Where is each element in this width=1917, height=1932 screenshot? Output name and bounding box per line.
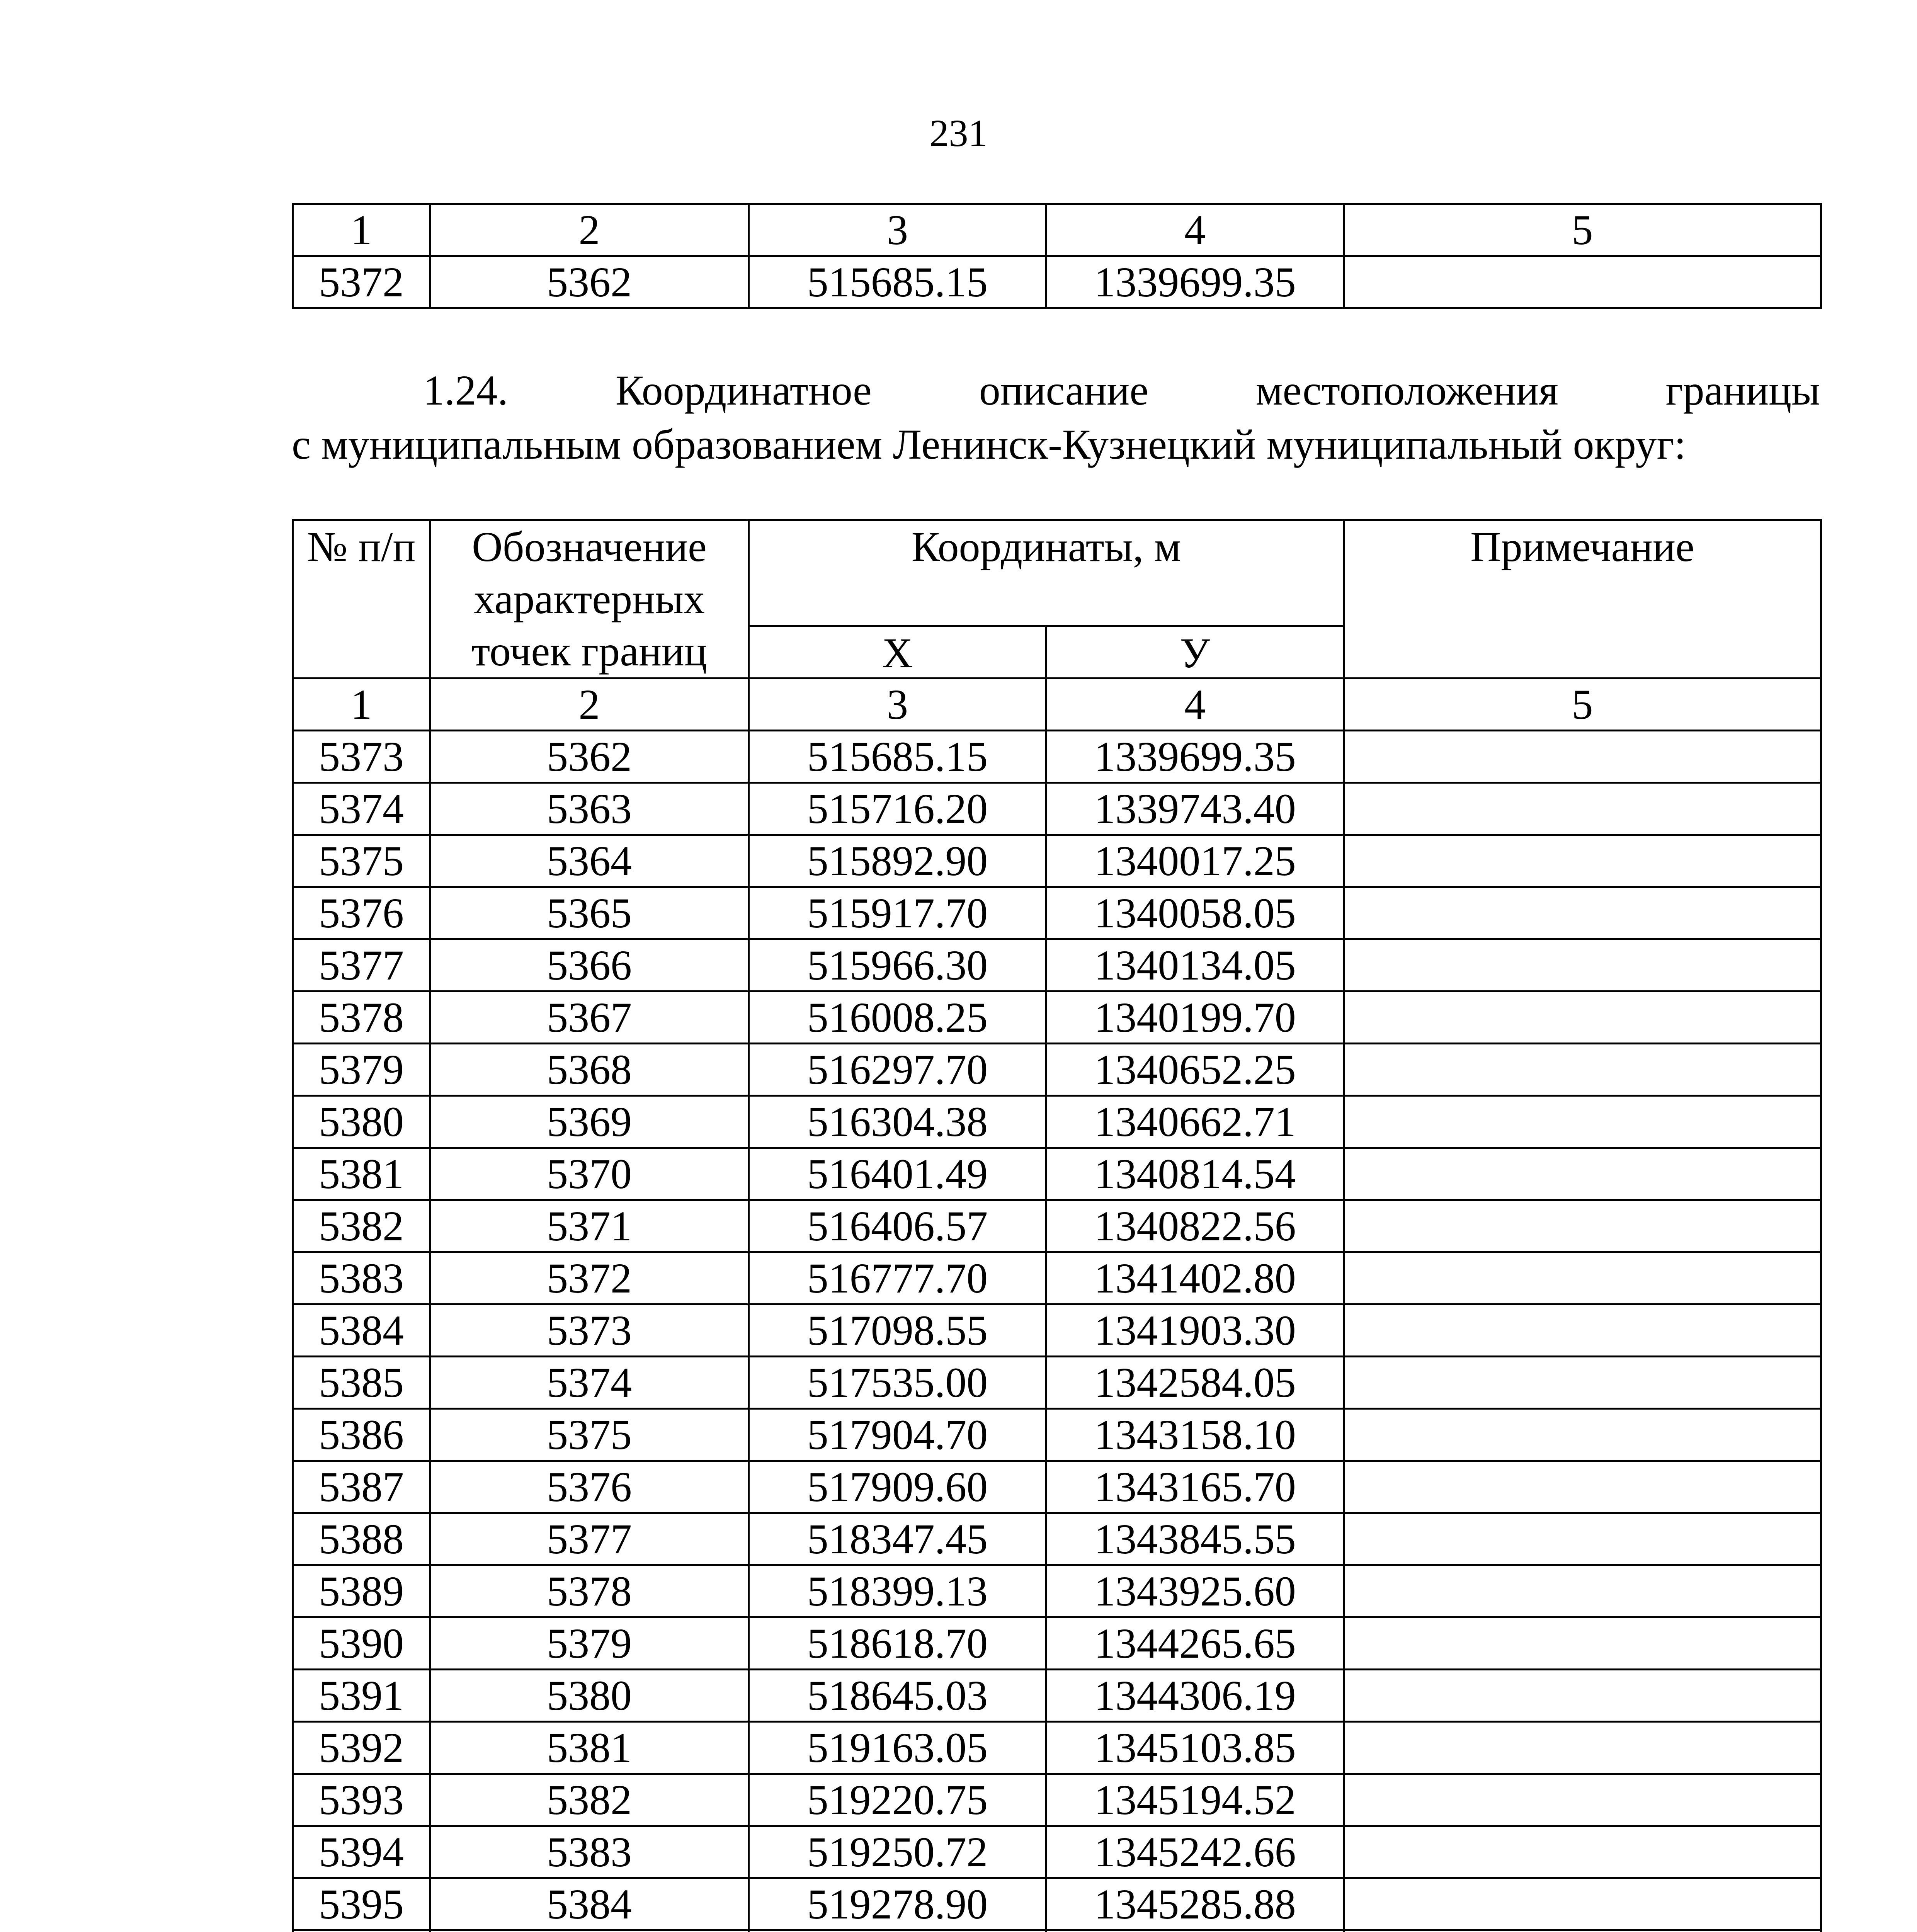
- header-designation: Обозначение характерных точек границ: [430, 520, 749, 679]
- section-heading-word: Координатное: [615, 367, 872, 414]
- column-number-cell: 5: [1344, 204, 1821, 256]
- note-cell: [1344, 1930, 1821, 1932]
- note-cell: [1344, 1200, 1821, 1252]
- table-row: [293, 1148, 1821, 1200]
- x-coordinate-cell: 516401.49: [749, 1148, 1046, 1200]
- row-number-cell: 5372: [293, 256, 430, 308]
- column-number-cell: 2: [430, 204, 749, 256]
- table-row: [293, 1722, 1821, 1774]
- y-coordinate-cell: 1344265.65: [1046, 1617, 1344, 1670]
- note-cell: [1344, 939, 1821, 992]
- note-cell: [1344, 1826, 1821, 1878]
- table-row: [293, 1461, 1821, 1513]
- point-designation-cell: 5377: [430, 1513, 749, 1565]
- row-number-cell: 5394: [293, 1826, 430, 1878]
- y-coordinate-cell: 1343165.70: [1046, 1461, 1344, 1513]
- table-row: [293, 1670, 1821, 1722]
- x-coordinate-cell: 516304.38: [749, 1096, 1046, 1148]
- column-number-cell: 1: [293, 204, 430, 256]
- note-cell: [1344, 1565, 1821, 1617]
- x-coordinate-cell: [749, 1930, 1046, 1932]
- point-designation-cell: 5370: [430, 1148, 749, 1200]
- row-number-cell: 5376: [293, 887, 430, 939]
- column-number-cell: 4: [1046, 679, 1344, 731]
- section-heading-line-1: [292, 363, 1820, 417]
- row-number-cell: [293, 1930, 430, 1932]
- table-row: [293, 783, 1821, 835]
- x-coordinate-cell: 518347.45: [749, 1513, 1046, 1565]
- table-row: [293, 1826, 1821, 1878]
- header-note: Примечание: [1344, 520, 1821, 679]
- table-row: [293, 1565, 1821, 1617]
- note-cell: [1344, 1513, 1821, 1565]
- table-row: [293, 1252, 1821, 1304]
- continued-table-body: [293, 204, 1821, 308]
- y-coordinate-cell: 1343845.55: [1046, 1513, 1344, 1565]
- x-coordinate-cell: 515966.30: [749, 939, 1046, 992]
- point-designation-cell: 5364: [430, 835, 749, 887]
- y-coordinate-cell: [1046, 1930, 1344, 1932]
- point-designation-cell: 5382: [430, 1774, 749, 1826]
- row-number-cell: 5378: [293, 992, 430, 1044]
- table-row: [293, 1044, 1821, 1096]
- note-cell: [1344, 835, 1821, 887]
- table-row: [293, 1200, 1821, 1252]
- note-cell: [1344, 1252, 1821, 1304]
- x-coordinate-cell: 515917.70: [749, 887, 1046, 939]
- point-designation-cell: 5368: [430, 1044, 749, 1096]
- row-number-cell: 5383: [293, 1252, 430, 1304]
- x-coordinate-cell: 517909.60: [749, 1461, 1046, 1513]
- header-row: [293, 520, 1821, 626]
- point-designation-cell: 5367: [430, 992, 749, 1044]
- x-coordinate-cell: 517904.70: [749, 1409, 1046, 1461]
- x-coordinate-cell: 519163.05: [749, 1722, 1046, 1774]
- header-y: У: [1046, 626, 1344, 679]
- note-cell: [1344, 1461, 1821, 1513]
- y-coordinate-cell: 1344306.19: [1046, 1670, 1344, 1722]
- note-cell: [1344, 783, 1821, 835]
- header-coordinates: Координаты, м: [749, 520, 1344, 626]
- point-designation-cell: 5372: [430, 1252, 749, 1304]
- x-coordinate-cell: 516008.25: [749, 992, 1046, 1044]
- y-coordinate-cell: 1345242.66: [1046, 1826, 1344, 1878]
- note-cell: [1344, 1617, 1821, 1670]
- note-cell: [1344, 256, 1821, 308]
- y-coordinate-cell: 1340199.70: [1046, 992, 1344, 1044]
- row-number-cell: 5387: [293, 1461, 430, 1513]
- section-heading-line-2: с муниципальным образованием Ленинск-Кузнецкий муниципальный округ:: [292, 421, 1686, 468]
- x-coordinate-cell: 516406.57: [749, 1200, 1046, 1252]
- row-number-cell: 5388: [293, 1513, 430, 1565]
- point-designation-cell: 5362: [430, 256, 749, 308]
- column-number-cell: 3: [749, 679, 1046, 731]
- table-row: [293, 1304, 1821, 1357]
- point-designation-cell: 5373: [430, 1304, 749, 1357]
- x-coordinate-cell: 518618.70: [749, 1617, 1046, 1670]
- point-designation-cell: 5363: [430, 783, 749, 835]
- coordinates-table-body: [293, 520, 1821, 1932]
- table-row: [293, 1930, 1821, 1932]
- header-num: № п/п: [293, 520, 430, 679]
- note-cell: [1344, 887, 1821, 939]
- x-coordinate-cell: 518399.13: [749, 1565, 1046, 1617]
- point-designation-cell: 5379: [430, 1617, 749, 1670]
- point-designation-cell: 5365: [430, 887, 749, 939]
- x-coordinate-cell: 519278.90: [749, 1878, 1046, 1930]
- y-coordinate-cell: 1340662.71: [1046, 1096, 1344, 1148]
- table-row: [293, 939, 1821, 992]
- y-coordinate-cell: 1341903.30: [1046, 1304, 1344, 1357]
- note-cell: [1344, 1722, 1821, 1774]
- section-heading-word: описание: [979, 367, 1149, 414]
- point-designation-cell: 5375: [430, 1409, 749, 1461]
- header-x: Х: [749, 626, 1046, 679]
- table-row: [293, 887, 1821, 939]
- point-designation-cell: 5383: [430, 1826, 749, 1878]
- note-cell: [1344, 1409, 1821, 1461]
- point-designation-cell: [430, 1930, 749, 1932]
- table-row: [293, 1096, 1821, 1148]
- y-coordinate-cell: 1339699.35: [1046, 731, 1344, 783]
- x-coordinate-cell: 517535.00: [749, 1357, 1046, 1409]
- row-number-cell: 5395: [293, 1878, 430, 1930]
- point-designation-cell: 5380: [430, 1670, 749, 1722]
- note-cell: [1344, 1878, 1821, 1930]
- point-designation-cell: 5381: [430, 1722, 749, 1774]
- y-coordinate-cell: 1340652.25: [1046, 1044, 1344, 1096]
- column-number-row: [293, 204, 1821, 256]
- note-cell: [1344, 1148, 1821, 1200]
- y-coordinate-cell: 1339699.35: [1046, 256, 1344, 308]
- note-cell: [1344, 1774, 1821, 1826]
- row-number-cell: 5374: [293, 783, 430, 835]
- boundary-coordinates-table: [292, 519, 1822, 1932]
- row-number-cell: 5381: [293, 1148, 430, 1200]
- y-coordinate-cell: 1339743.40: [1046, 783, 1344, 835]
- x-coordinate-cell: 515716.20: [749, 783, 1046, 835]
- section-heading-word: местоположения: [1255, 367, 1558, 414]
- note-cell: [1344, 1044, 1821, 1096]
- x-coordinate-cell: 519250.72: [749, 1826, 1046, 1878]
- table-row: [293, 835, 1821, 887]
- y-coordinate-cell: 1340822.56: [1046, 1200, 1344, 1252]
- note-cell: [1344, 1670, 1821, 1722]
- column-number-cell: 5: [1344, 679, 1821, 731]
- row-number-cell: 5391: [293, 1670, 430, 1722]
- table-row: [293, 1617, 1821, 1670]
- x-coordinate-cell: 517098.55: [749, 1304, 1046, 1357]
- x-coordinate-cell: 515685.15: [749, 731, 1046, 783]
- row-number-cell: 5379: [293, 1044, 430, 1096]
- continued-coordinates-table: [292, 203, 1822, 309]
- note-cell: [1344, 992, 1821, 1044]
- y-coordinate-cell: 1340058.05: [1046, 887, 1344, 939]
- y-coordinate-cell: 1340017.25: [1046, 835, 1344, 887]
- y-coordinate-cell: 1342584.05: [1046, 1357, 1344, 1409]
- column-number-cell: 3: [749, 204, 1046, 256]
- table-row: [293, 1774, 1821, 1826]
- row-number-cell: 5386: [293, 1409, 430, 1461]
- x-coordinate-cell: 515892.90: [749, 835, 1046, 887]
- x-coordinate-cell: 519220.75: [749, 1774, 1046, 1826]
- note-cell: [1344, 1357, 1821, 1409]
- table-row: [293, 1878, 1821, 1930]
- note-cell: [1344, 731, 1821, 783]
- point-designation-cell: 5371: [430, 1200, 749, 1252]
- section-number: 1.24.: [423, 367, 508, 414]
- y-coordinate-cell: 1341402.80: [1046, 1252, 1344, 1304]
- table-row: [293, 992, 1821, 1044]
- point-designation-cell: 5369: [430, 1096, 749, 1148]
- column-number-cell: 2: [430, 679, 749, 731]
- table-row: [293, 1513, 1821, 1565]
- point-designation-cell: 5366: [430, 939, 749, 992]
- y-coordinate-cell: 1343925.60: [1046, 1565, 1344, 1617]
- row-number-cell: 5373: [293, 731, 430, 783]
- row-number-cell: 5380: [293, 1096, 430, 1148]
- row-number-cell: 5375: [293, 835, 430, 887]
- point-designation-cell: 5378: [430, 1565, 749, 1617]
- row-number-cell: 5390: [293, 1617, 430, 1670]
- note-cell: [1344, 1096, 1821, 1148]
- section-heading: [292, 363, 1820, 471]
- row-number-cell: 5393: [293, 1774, 430, 1826]
- x-coordinate-cell: 515685.15: [749, 256, 1046, 308]
- column-number-cell: 1: [293, 679, 430, 731]
- y-coordinate-cell: 1345285.88: [1046, 1878, 1344, 1930]
- x-coordinate-cell: 516777.70: [749, 1252, 1046, 1304]
- table-row: [293, 256, 1821, 308]
- page-number: 231: [929, 112, 988, 155]
- row-number-cell: 5377: [293, 939, 430, 992]
- y-coordinate-cell: 1340814.54: [1046, 1148, 1344, 1200]
- x-coordinate-cell: 518645.03: [749, 1670, 1046, 1722]
- note-cell: [1344, 1304, 1821, 1357]
- y-coordinate-cell: 1345103.85: [1046, 1722, 1344, 1774]
- row-number-cell: 5389: [293, 1565, 430, 1617]
- point-designation-cell: 5376: [430, 1461, 749, 1513]
- table-row: [293, 731, 1821, 783]
- row-number-cell: 5385: [293, 1357, 430, 1409]
- x-coordinate-cell: 516297.70: [749, 1044, 1046, 1096]
- point-designation-cell: 5362: [430, 731, 749, 783]
- y-coordinate-cell: 1345194.52: [1046, 1774, 1344, 1826]
- row-number-cell: 5392: [293, 1722, 430, 1774]
- point-designation-cell: 5374: [430, 1357, 749, 1409]
- column-number-cell: 4: [1046, 204, 1344, 256]
- point-designation-cell: 5384: [430, 1878, 749, 1930]
- column-number-row: [293, 679, 1821, 731]
- table-row: [293, 1357, 1821, 1409]
- y-coordinate-cell: 1343158.10: [1046, 1409, 1344, 1461]
- row-number-cell: 5382: [293, 1200, 430, 1252]
- y-coordinate-cell: 1340134.05: [1046, 939, 1344, 992]
- row-number-cell: 5384: [293, 1304, 430, 1357]
- table-row: [293, 1409, 1821, 1461]
- section-heading-word: границы: [1665, 367, 1820, 414]
